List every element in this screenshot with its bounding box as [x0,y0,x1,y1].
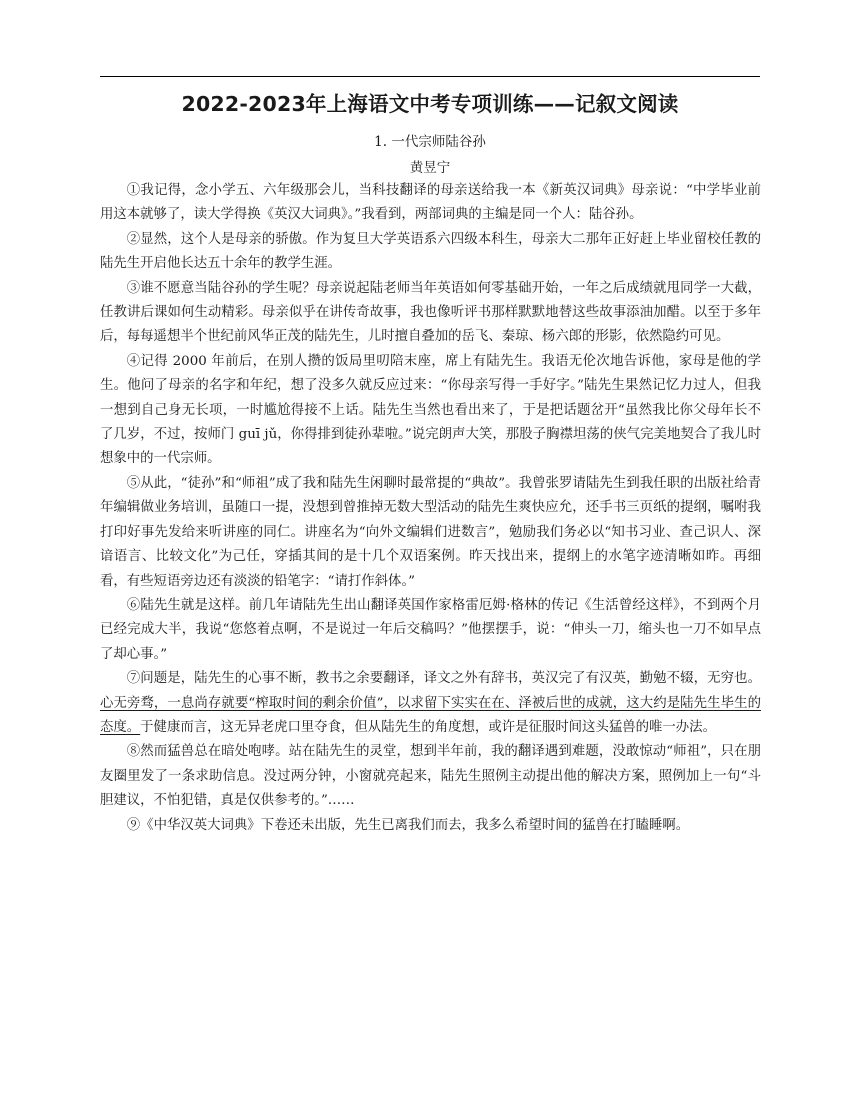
paragraph-7 [100,667,761,740]
article-author: 黄昱宁 [409,160,451,176]
underlined-sentence: 心无旁骛，一息尚存就要“榨取时间的剩余价值”，以求留下实实在在、泽被后世的成就，这大约是陆先生毕生的态度。 [100,695,761,735]
paragraph-2: ②显然，这个人是母亲的骄傲。作为复旦大学英语系六四级本科生，母亲大二那年正好赶上毕业留校任教的陆先生开启他长达五十余年的教学生涯。 [100,231,761,272]
article-title: 1. 一代宗师陆谷孙 [374,134,486,150]
paragraph-4: ④记得 2000 年前后，在别人攒的饭局里叨陪末座，席上有陆先生。我语无伦次地告诉他，家母是他的学生。他问了母亲的名字和年纪，想了没多久就反应过来：“你母亲写得一手好字。”陆先生果然记忆力过人，但我一想到自己身无长项，一时尴尬得接不上话。陆先生当然也看出来了，于是把话题岔开“虽然我比你父母年长不了几岁，不过，按师门 guī jǔ，你得排到徒孙辈啦。”说完朗声大笑，那股子胸襟坦荡的侠气完美地契合了我儿时想象中的一代宗师。 [100,353,761,467]
header-rule [100,76,760,77]
paragraph-3: ③谁不愿意当陆谷孙的学生呢？母亲说起陆老师当年英语如何零基础开始，一年之后成绩就甩同学一大截，任教讲后课如何生动精彩。母亲似乎在讲传奇故事，我也像听评书那样默默地替这些故事添油加醋。以至于多年后，每每遥想半个世纪前风华正茂的陆先生，儿时擅自叠加的岳飞、秦琼、杨六郎的形影，依然隐约可见。 [100,280,761,345]
article-body [100,179,761,838]
paragraph-9: ⑨《中华汉英大词典》下卷还未出版，先生已离我们而去，我多么希望时间的猛兽在打瞌睡啊。 [126,817,690,833]
paragraph-7-text: ⑦问题是，陆先生的心事不断，教书之余要翻译，译文之外有辞书，英汉完了有汉英，勤勉不辍，无穷也。 [126,671,761,687]
paragraph-5: ⑤从此，“徒孙”和“师祖”成了我和陆先生闲聊时最常提的“典故”。我曾张罗请陆先生到我任职的出版社给青年编辑做业务培训，虽随口一提，没想到曾推掉无数大型活动的陆先生爽快应允，还手书三页纸的提纲，嘱咐我打印好事先发给来听讲座的同仁。讲座名为“向外文编辑们进数言”，勉励我们务必以“知书习业、查己识人、深谙语言、比较文化”为己任，穿插其间的是十几个双语案例。昨天找出来，提纲上的水笔字迹清晰如昨。再细看，有些短语旁边还有淡淡的铅笔字：“请打作斜体。” [100,475,761,589]
paragraph-7-text-end: 于健康而言，这无异老虎口里夺食，但从陆先生的角度想，或许是征服时间这头猛兽的唯一办法。 [140,719,716,735]
paragraph-8: ⑧然而猛兽总在暗处咆哮。站在陆先生的灵堂，想到半年前，我的翻译遇到难题，没敢惊动“师祖”，只在朋友圈里发了一条求助信息。没过两分钟，小窗就亮起来，陆先生照例主动提出他的解决方案，照例加上一句“斗胆建议，不怕犯错，真是仅供参考的。”…… [100,744,761,809]
paragraph-6: ⑥陆先生就是这样。前几年请陆先生出山翻译英国作家格雷厄姆·格林的传记《生活曾经这样》，不到两个月已经完成大半，我说“您悠着点啊，不是说过一年后交稿吗？”他摆摆手，说：“伸头一刀，缩头也一刀不如早点了却心事。” [100,597,761,662]
page-title: 2022-2023年上海语文中考专项训练——记叙文阅读 [181,92,679,116]
paragraph-1: ①我记得，念小学五、六年级那会儿，当科技翻译的母亲送给我一本《新英汉词典》母亲说：“中学毕业前用这本就够了，读大学得换《英汉大词典》。”我看到，两部词典的主编是同一个人：陆谷孙。 [100,183,761,223]
